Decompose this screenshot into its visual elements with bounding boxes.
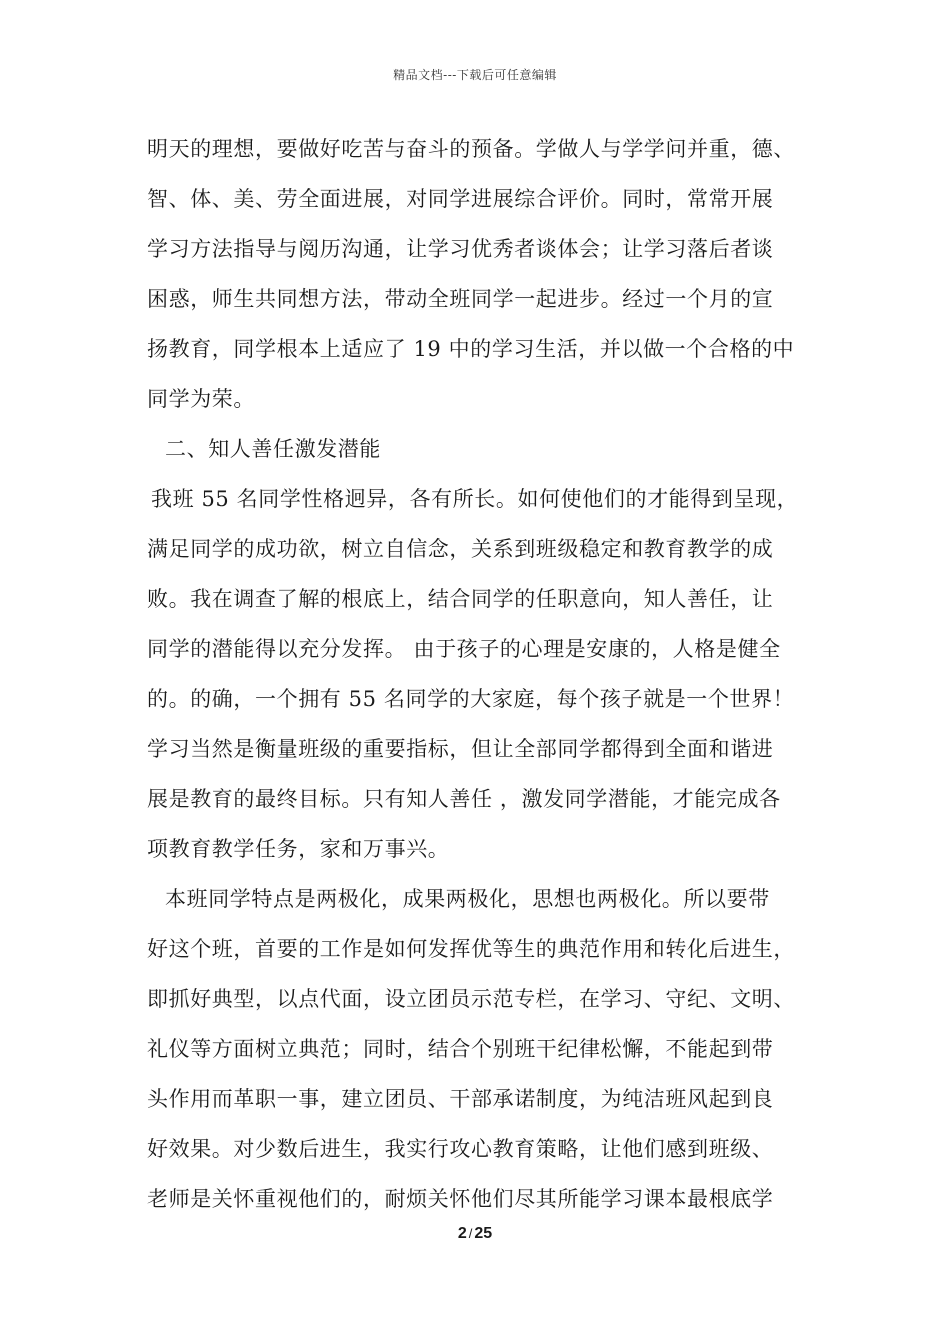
text-line: 我班 55 名同学性格迥异，各有所长。如何使他们的才能得到呈现， xyxy=(151,487,799,511)
text-line: 的。的确，一个拥有 55 名同学的大家庭，每个孩子就是一个世界！ xyxy=(147,687,795,711)
text-line: 扬教育，同学根本上适应了 19 中的学习生活，并以做一个合格的中 xyxy=(147,337,795,361)
page-number xyxy=(0,1225,950,1243)
text-line: 本班同学特点是两极化，成果两极化，思想也两极化。所以要带 xyxy=(165,887,770,911)
text-line: 礼仪等方面树立典范；同时，结合个别班干纪律松懈，不能起到带 xyxy=(147,1037,774,1061)
document-body xyxy=(147,124,812,1224)
current-page-number: 2 xyxy=(457,1225,467,1242)
text-line: 头作用而革职一事，建立团员、干部承诺制度，为纯洁班风起到良 xyxy=(147,1087,774,1111)
text-line: 学习当然是衡量班级的重要指标，但让全部同学都得到全面和谐进 xyxy=(147,737,774,761)
text-line: 败。我在调查了解的根底上，结合同学的任职意向，知人善任，让 xyxy=(147,587,774,611)
text-line: 满足同学的成功欲，树立自信念，关系到班级稳定和教育教学的成 xyxy=(147,537,774,561)
section-heading: 二、知人善任激发潜能 xyxy=(165,437,381,461)
text-line: 好这个班，首要的工作是如何发挥优等生的典范作用和转化后进生， xyxy=(147,937,795,961)
text-line: 困惑，师生共同想方法，带动全班同学一起进步。经过一个月的宣 xyxy=(147,287,774,311)
page-header: 精品文档---下载后可任意编辑 xyxy=(393,68,557,82)
text-line: 学习方法指导与阅历沟通，让学习优秀者谈体会；让学习落后者谈 xyxy=(147,237,774,261)
text-line: 同学的潜能得以充分发挥。 由于孩子的心理是安康的，人格是健全 xyxy=(147,637,781,661)
text-line: 老师是关怀重视他们的，耐烦关怀他们尽其所能学习课本最根底学 xyxy=(147,1187,774,1211)
text-line: 智、体、美、劳全面进展，对同学进展综合评价。同时，常常开展 xyxy=(147,187,774,211)
text-line: 明天的理想，要做好吃苦与奋斗的预备。学做人与学学问并重，德、 xyxy=(147,137,795,161)
total-pages-number: 25 xyxy=(474,1225,493,1242)
text-line: 同学为荣。 xyxy=(147,387,255,411)
text-line: 项教育教学任务，家和万事兴。 xyxy=(147,837,450,861)
text-line: 即抓好典型，以点代面，设立团员示范专栏，在学习、守纪、文明、 xyxy=(147,987,795,1011)
text-line: 好效果。对少数后进生，我实行攻心教育策略，让他们感到班级、 xyxy=(147,1137,774,1161)
page-separator: / xyxy=(468,1226,473,1241)
text-line: 展是教育的最终目标。只有知人善任 ，激发同学潜能，才能完成各 xyxy=(147,787,781,811)
